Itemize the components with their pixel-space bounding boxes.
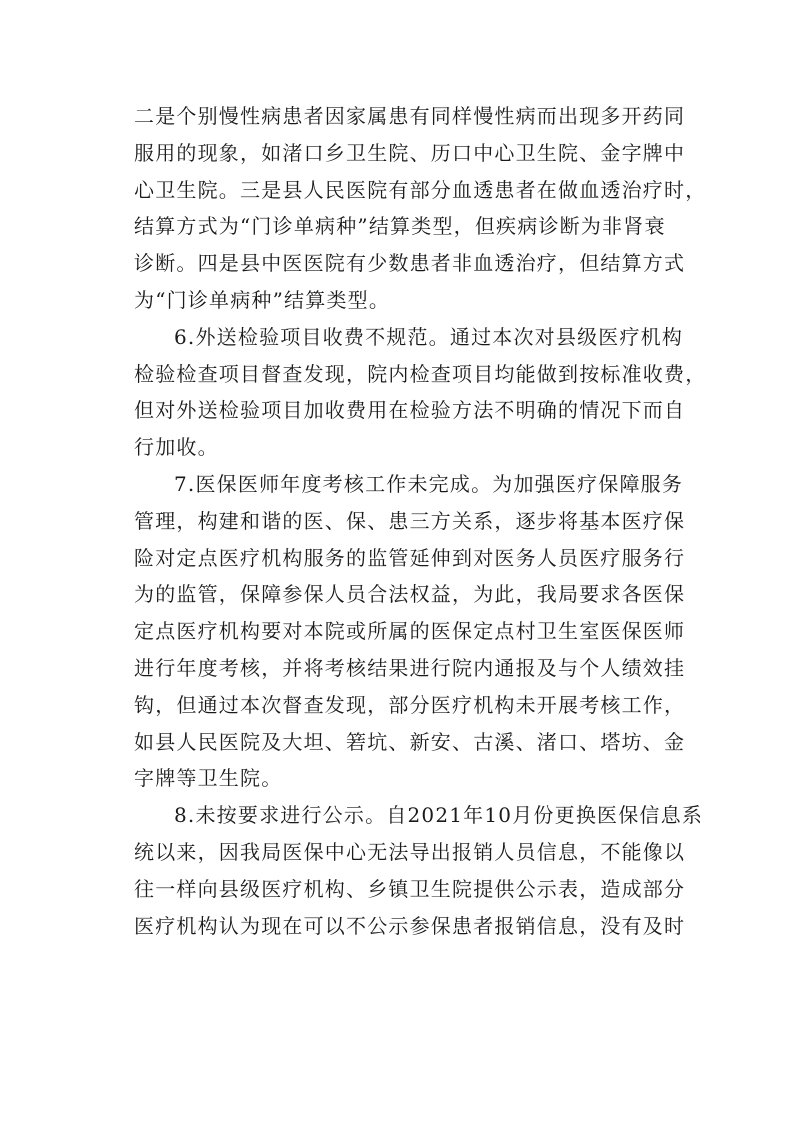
paragraph-continued — [134, 98, 707, 319]
paragraph-item-8 — [134, 797, 704, 944]
text-line: 诊断。四是县中医医院有少数患者非血透治疗，但结算方式 — [134, 251, 686, 276]
text-line: 定点医疗机构要对本院或所属的医保定点村卫生室医保医师 — [134, 619, 686, 644]
text-line: 往一样向县级医疗机构、乡镇卫生院提供公示表，造成部分 — [134, 876, 686, 901]
text-line: 钩，但通过本次督查发现，部分医疗机构未开展考核工作， — [134, 692, 686, 717]
document-body — [134, 98, 707, 944]
text-line: 结算方式为“门诊单病种”结算类型，但疾病诊断为非肾衰 — [134, 214, 666, 239]
text-line: 进行年度考核，并将考核结果进行院内通报及与个人绩效挂 — [134, 655, 686, 680]
paragraph-item-7 — [134, 466, 686, 797]
text-line: 检验检查项目督查发现，院内检查项目均能做到按标准收费， — [134, 361, 707, 386]
text-line: 管理，构建和谐的医、保、患三方关系，逐步将基本医疗保 — [134, 508, 686, 533]
text-line: 医疗机构认为现在可以不公示参保患者报销信息，没有及时 — [134, 913, 686, 938]
text-line: 服用的现象，如渚口乡卫生院、历口中心卫生院、金字牌中 — [134, 140, 686, 165]
text-line: 6.外送检验项目收费不规范。通过本次对县级医疗机构 — [174, 324, 684, 349]
text-line: 心卫生院。三是县人民医院有部分血透患者在做血透治疗时， — [134, 177, 707, 202]
text-line: 为的监管，保障参保人员合法权益，为此，我局要求各医保 — [134, 582, 686, 607]
text-line: 但对外送检验项目加收费用在检验方法不明确的情况下而自 — [134, 398, 686, 423]
text-line: 为“门诊单病种”结算类型。 — [134, 287, 391, 312]
text-line: 8.未按要求进行公示。自2021年10月份更换医保信息系 — [174, 803, 704, 828]
text-line: 字牌等卫生院。 — [134, 766, 283, 791]
text-line: 险对定点医疗机构服务的监管延伸到对医务人员医疗服务行 — [134, 545, 686, 570]
text-line: 行加收。 — [134, 435, 219, 460]
paragraph-item-6 — [134, 319, 707, 466]
text-line: 7.医保医师年度考核工作未完成。为加强医疗保障服务 — [174, 471, 684, 496]
text-line: 如县人民医院及大坦、箬坑、新安、古溪、渚口、塔坊、金 — [134, 729, 686, 754]
text-line: 统以来，因我局医保中心无法导出报销人员信息，不能像以 — [134, 839, 686, 864]
text-line: 二是个别慢性病患者因家属患有同样慢性病而出现多开药同 — [134, 104, 686, 128]
